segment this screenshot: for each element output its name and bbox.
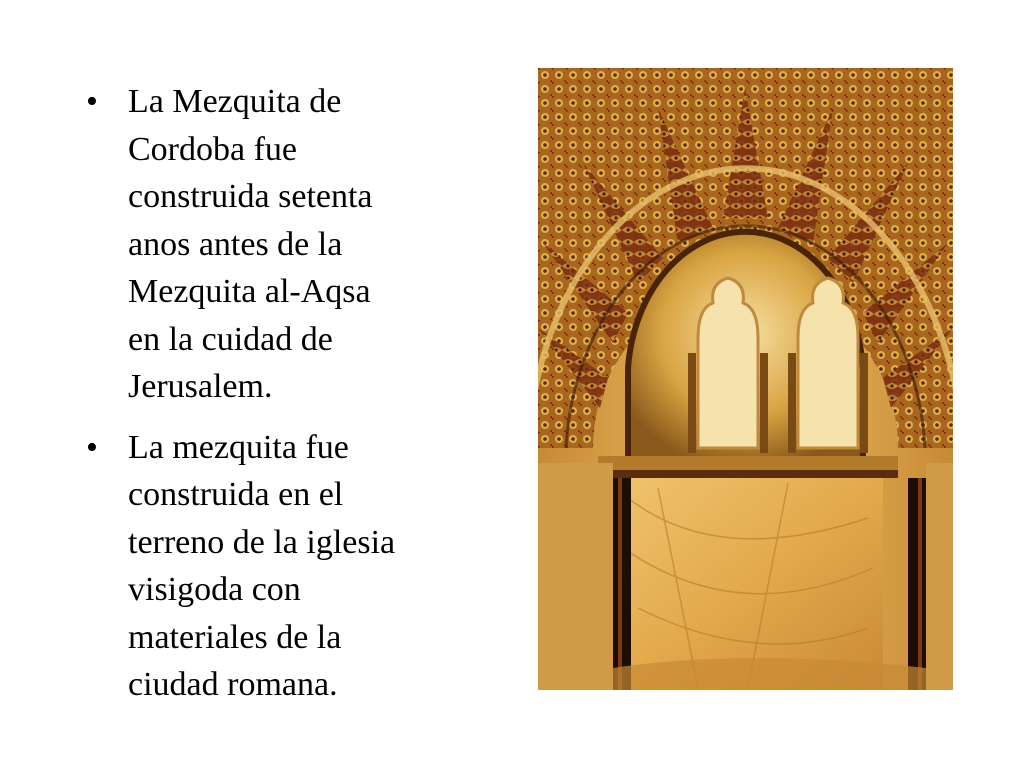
mihrab-photo	[538, 68, 953, 690]
bullet-list	[86, 78, 486, 722]
bullet-text: La Mezquita de Cordoba fue construida setenta anos antes de la Mezquita al-Aqsa en la cuidad de Jerusalem.	[128, 83, 373, 405]
bullet-item-2	[86, 424, 486, 709]
bullet-dot: •	[86, 83, 98, 120]
mihrab-illustration	[538, 68, 953, 690]
bullet-dot: •	[86, 428, 98, 466]
bullet-item-1	[86, 78, 486, 411]
bullet-text: La mezquita fue construida en el terreno de la iglesia visigoda con materiales de la ciudad romana.	[128, 428, 396, 703]
